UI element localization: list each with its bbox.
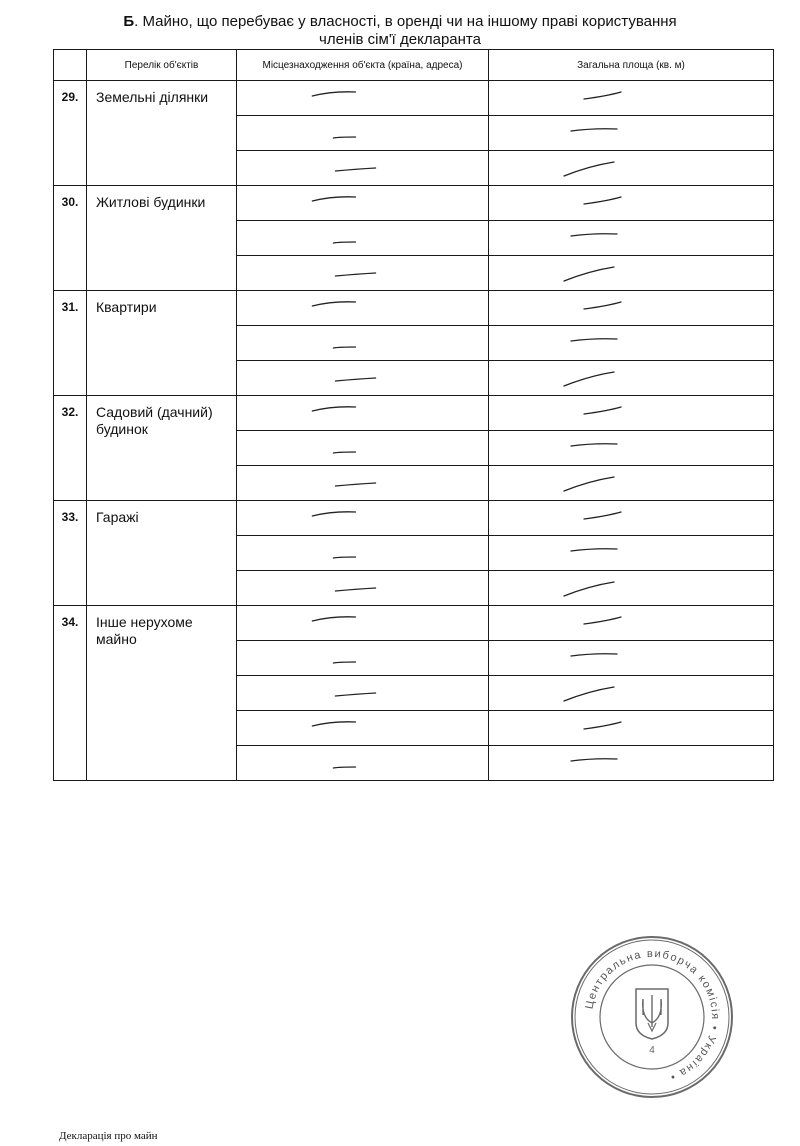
- dash-mark: [237, 81, 488, 115]
- location-cell: [237, 221, 489, 256]
- handwritten-dash: [312, 512, 355, 516]
- handwritten-dash: [335, 588, 375, 591]
- handwritten-dash: [564, 372, 614, 386]
- dash-mark: [237, 571, 488, 605]
- table-row: [54, 606, 774, 641]
- table-row: [54, 501, 774, 536]
- header-number: [54, 50, 87, 81]
- handwritten-dash: [584, 92, 621, 99]
- location-cell: [237, 466, 489, 501]
- dash-mark: [237, 221, 488, 255]
- dash-mark: [489, 571, 773, 605]
- area-cell: [489, 746, 774, 781]
- dash-mark: [237, 536, 488, 570]
- handwritten-dash: [564, 582, 614, 596]
- location-cell: [237, 396, 489, 431]
- area-cell: [489, 81, 774, 116]
- area-cell: [489, 711, 774, 746]
- dash-mark: [489, 641, 773, 675]
- area-cell: [489, 676, 774, 711]
- handwritten-dash: [584, 512, 621, 519]
- handwritten-dash: [335, 273, 375, 276]
- dash-mark: [237, 711, 488, 745]
- dash-mark: [489, 536, 773, 570]
- dash-mark: [237, 326, 488, 360]
- handwritten-dash: [571, 339, 617, 341]
- dash-mark: [489, 361, 773, 395]
- table-row: [54, 396, 774, 431]
- handwritten-dash: [333, 557, 355, 558]
- item-number: 32.: [54, 396, 87, 501]
- handwritten-dash: [335, 693, 375, 696]
- dash-mark: [489, 396, 773, 430]
- handwritten-dash: [335, 483, 375, 486]
- item-label: Гаражі: [87, 501, 237, 606]
- header-objects: Перелік об'єктів: [87, 50, 237, 81]
- trident-icon: [636, 989, 668, 1039]
- dash-mark: [237, 151, 488, 185]
- dash-mark: [237, 641, 488, 675]
- dash-mark: [489, 256, 773, 290]
- table-row: [54, 81, 774, 116]
- item-label: Квартири: [87, 291, 237, 396]
- item-label: Садовий (дачний) будинок: [87, 396, 237, 501]
- dash-mark: [489, 326, 773, 360]
- location-cell: [237, 641, 489, 676]
- dash-mark: [237, 676, 488, 710]
- dash-mark: [237, 501, 488, 535]
- handwritten-dash: [584, 617, 621, 624]
- area-cell: [489, 256, 774, 291]
- item-label: Інше нерухоме майно: [87, 606, 237, 781]
- item-number: 31.: [54, 291, 87, 396]
- area-cell: [489, 466, 774, 501]
- dash-mark: [237, 431, 488, 465]
- dash-mark: [489, 291, 773, 325]
- handwritten-dash: [584, 407, 621, 414]
- location-cell: [237, 501, 489, 536]
- footer-text: Декларація про майн: [59, 1130, 158, 1142]
- location-cell: [237, 536, 489, 571]
- dash-mark: [489, 746, 773, 780]
- area-cell: [489, 116, 774, 151]
- handwritten-dash: [584, 302, 621, 309]
- handwritten-dash: [564, 267, 614, 281]
- handwritten-dash: [335, 378, 375, 381]
- handwritten-dash: [564, 687, 614, 701]
- location-cell: [237, 606, 489, 641]
- location-cell: [237, 291, 489, 326]
- handwritten-dash: [333, 767, 355, 768]
- table-header-row: [54, 50, 774, 81]
- handwritten-dash: [571, 654, 617, 656]
- location-cell: [237, 116, 489, 151]
- area-cell: [489, 396, 774, 431]
- handwritten-dash: [571, 129, 617, 131]
- section-title: [0, 13, 800, 49]
- handwritten-dash: [333, 452, 355, 453]
- handwritten-dash: [571, 444, 617, 446]
- area-cell: [489, 291, 774, 326]
- handwritten-dash: [333, 137, 355, 138]
- dash-mark: [489, 81, 773, 115]
- area-cell: [489, 536, 774, 571]
- handwritten-dash: [571, 234, 617, 236]
- dash-mark: [489, 221, 773, 255]
- section-letter: Б: [123, 13, 135, 30]
- dash-mark: [237, 256, 488, 290]
- location-cell: [237, 256, 489, 291]
- handwritten-dash: [312, 197, 355, 201]
- handwritten-dash: [571, 549, 617, 551]
- area-cell: [489, 326, 774, 361]
- dash-mark: [237, 606, 488, 640]
- item-label: Земельні ділянки: [87, 81, 237, 186]
- location-cell: [237, 186, 489, 221]
- dash-mark: [489, 466, 773, 500]
- location-cell: [237, 81, 489, 116]
- stamp-number: 4: [649, 1045, 655, 1056]
- dash-mark: [237, 746, 488, 780]
- handwritten-dash: [571, 759, 617, 761]
- property-table: [53, 49, 774, 781]
- location-cell: [237, 676, 489, 711]
- item-number: 30.: [54, 186, 87, 291]
- location-cell: [237, 151, 489, 186]
- area-cell: [489, 186, 774, 221]
- handwritten-dash: [333, 347, 355, 348]
- handwritten-dash: [333, 662, 355, 663]
- title-line-1: . Майно, що перебуває у власності, в оренді чи на іншому праві користування: [134, 13, 677, 30]
- handwritten-dash: [564, 162, 614, 176]
- handwritten-dash: [312, 92, 355, 96]
- handwritten-dash: [564, 477, 614, 491]
- dash-mark: [237, 361, 488, 395]
- handwritten-dash: [312, 722, 355, 726]
- handwritten-dash: [584, 197, 621, 204]
- dash-mark: [489, 431, 773, 465]
- dash-mark: [237, 116, 488, 150]
- area-cell: [489, 501, 774, 536]
- location-cell: [237, 711, 489, 746]
- item-number: 34.: [54, 606, 87, 781]
- area-cell: [489, 606, 774, 641]
- handwritten-dash: [335, 168, 375, 171]
- dash-mark: [489, 676, 773, 710]
- dash-mark: [489, 116, 773, 150]
- header-area: Загальна площа (кв. м): [489, 50, 774, 81]
- area-cell: [489, 361, 774, 396]
- area-cell: [489, 571, 774, 606]
- location-cell: [237, 431, 489, 466]
- dash-mark: [489, 501, 773, 535]
- handwritten-dash: [312, 407, 355, 411]
- area-cell: [489, 641, 774, 676]
- title-line-2: членів сім'ї декларанта: [319, 31, 481, 48]
- dash-mark: [237, 396, 488, 430]
- location-cell: [237, 571, 489, 606]
- item-number: 29.: [54, 81, 87, 186]
- dash-mark: [489, 186, 773, 220]
- item-label: Житлові будинки: [87, 186, 237, 291]
- area-cell: [489, 151, 774, 186]
- location-cell: [237, 326, 489, 361]
- official-stamp: [568, 933, 736, 1101]
- table-row: [54, 291, 774, 326]
- location-cell: [237, 361, 489, 396]
- dash-mark: [237, 291, 488, 325]
- stamp-ring-text: Центральна виборча комісія • Україна •: [583, 947, 722, 1084]
- handwritten-dash: [333, 242, 355, 243]
- item-number: 33.: [54, 501, 87, 606]
- table-row: [54, 186, 774, 221]
- dash-mark: [489, 606, 773, 640]
- area-cell: [489, 221, 774, 256]
- table-body: [54, 81, 774, 781]
- dash-mark: [237, 186, 488, 220]
- handwritten-dash: [312, 617, 355, 621]
- dash-mark: [489, 711, 773, 745]
- handwritten-dash: [312, 302, 355, 306]
- location-cell: [237, 746, 489, 781]
- dash-mark: [489, 151, 773, 185]
- area-cell: [489, 431, 774, 466]
- dash-mark: [237, 466, 488, 500]
- handwritten-dash: [584, 722, 621, 729]
- header-location: Місцезнаходження об'єкта (країна, адреса): [237, 50, 489, 81]
